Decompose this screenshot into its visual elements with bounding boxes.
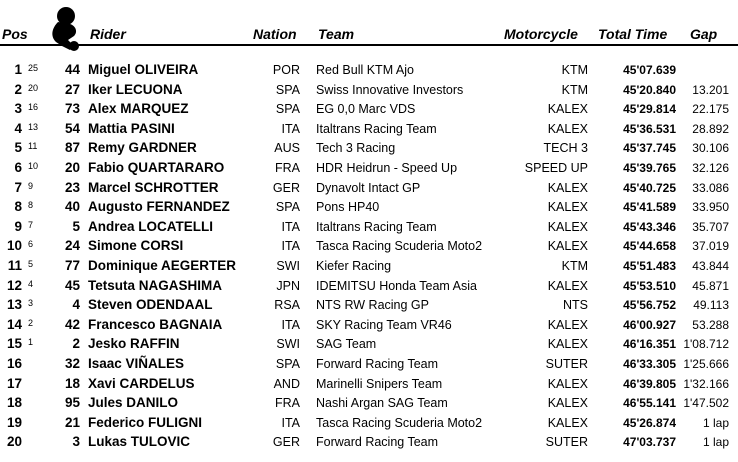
points-cell: 13 — [28, 121, 39, 132]
motorcycle-cell: SPEED UP — [524, 160, 588, 175]
rider-number-cell: 20 — [64, 159, 80, 175]
table-row — [0, 158, 738, 178]
position-cell: 15 — [6, 336, 22, 352]
team-cell: EG 0,0 Marc VDS — [316, 102, 416, 117]
total-time-cell: 46'39.805 — [623, 376, 676, 391]
nation-cell: SPA — [275, 82, 300, 97]
table-row — [0, 276, 738, 296]
motorcycle-cell: KTM — [561, 82, 588, 97]
points-cell: 11 — [28, 141, 38, 152]
motorcycle-cell: KALEX — [547, 239, 588, 254]
nation-cell: SWI — [276, 337, 300, 352]
gap-cell: 37.019 — [692, 239, 729, 254]
rider-name-cell: Miguel OLIVEIRA — [88, 62, 199, 77]
table-row — [0, 178, 738, 198]
gap-cell: 1'47.502 — [683, 396, 729, 411]
team-cell: Forward Racing Team — [316, 356, 439, 371]
nation-cell: JPN — [276, 278, 300, 293]
position-cell: 7 — [14, 179, 22, 195]
table-row — [0, 354, 738, 374]
nation-cell: AUS — [274, 141, 300, 156]
points-cell: 1 — [28, 337, 34, 348]
gap-cell: 1 lap — [702, 415, 729, 430]
points-cell: 9 — [28, 180, 34, 191]
header-nation: Nation — [253, 26, 297, 42]
table-row — [0, 138, 738, 158]
total-time-cell: 45'07.639 — [623, 63, 676, 77]
motorcycle-cell: SUTER — [545, 435, 588, 450]
header-rider: Rider — [90, 26, 126, 42]
rider-number-cell: 2 — [72, 336, 80, 352]
table-row — [0, 315, 738, 335]
points-cell: 2 — [28, 317, 34, 328]
rider-number-cell: 32 — [64, 355, 80, 371]
total-time-cell: 45'43.346 — [623, 219, 676, 234]
motorcycle-cell: KALEX — [547, 200, 588, 215]
position-cell: 10 — [6, 238, 22, 254]
gap-cell: 45.871 — [692, 278, 729, 293]
table-row — [0, 119, 738, 139]
nation-cell: GER — [272, 180, 300, 195]
nation-cell: RSA — [274, 298, 300, 313]
nation-cell: ITA — [281, 415, 300, 430]
rider-name-cell: Alex MARQUEZ — [88, 101, 189, 117]
gap-cell: 13.201 — [692, 82, 729, 97]
rider-number-cell: 23 — [64, 179, 80, 195]
points-cell: 16 — [28, 102, 39, 113]
nation-cell: ITA — [281, 317, 300, 332]
table-row — [0, 99, 738, 119]
total-time-cell: 45'26.874 — [623, 415, 676, 430]
motorcycle-cell: KALEX — [547, 102, 588, 117]
team-cell: SAG Team — [316, 337, 377, 352]
motorcycle-cell: NTS — [563, 298, 588, 313]
results-header — [0, 0, 738, 44]
header-divider — [0, 44, 738, 46]
motorcycle-cell: KTM — [561, 63, 588, 77]
rider-name-cell: Jesko RAFFIN — [88, 336, 180, 352]
nation-cell: FRA — [275, 160, 300, 175]
table-row — [0, 334, 738, 354]
points-cell: 6 — [28, 239, 34, 250]
total-time-cell: 46'00.927 — [623, 317, 676, 332]
points-cell: 20 — [28, 82, 39, 93]
points-cell: 7 — [28, 219, 34, 230]
team-cell: Italtrans Racing Team — [316, 121, 437, 136]
gap-cell: 1'32.166 — [683, 376, 729, 391]
total-time-cell: 45'20.840 — [623, 82, 676, 97]
rider-number-cell: 42 — [64, 316, 80, 332]
rider-name-cell: Remy GARDNER — [88, 140, 197, 156]
table-row — [0, 197, 738, 217]
results-table — [0, 60, 738, 452]
gap-cell: 1 lap — [702, 435, 729, 450]
points-cell: 10 — [28, 160, 39, 171]
gap-cell: 1'08.712 — [683, 337, 729, 352]
rider-number-cell: 18 — [64, 375, 80, 391]
rider-silhouette-icon — [44, 6, 88, 54]
nation-cell: SPA — [275, 200, 300, 215]
points-cell: 8 — [28, 200, 34, 211]
position-cell: 13 — [6, 297, 22, 313]
gap-cell: 53.288 — [692, 317, 729, 332]
gap-cell: 33.086 — [692, 180, 729, 195]
total-time-cell: 46'16.351 — [623, 337, 676, 352]
gap-cell: 49.113 — [693, 298, 729, 313]
table-row — [0, 295, 738, 315]
rider-number-cell: 54 — [64, 120, 80, 136]
position-cell: 2 — [14, 81, 22, 97]
team-cell: Tasca Racing Scuderia Moto2 — [316, 415, 483, 430]
total-time-cell: 45'40.725 — [623, 180, 676, 195]
nation-cell: AND — [273, 376, 300, 391]
position-cell: 1 — [14, 62, 22, 77]
motorcycle-cell: KALEX — [547, 396, 588, 411]
rider-name-cell: Marcel SCHROTTER — [88, 179, 219, 195]
position-cell: 9 — [14, 218, 22, 234]
motorcycle-cell: KTM — [561, 258, 588, 273]
team-cell: Tasca Racing Scuderia Moto2 — [316, 239, 483, 254]
position-cell: 20 — [6, 434, 22, 450]
table-row — [0, 236, 738, 256]
gap-cell: 32.126 — [692, 160, 729, 175]
position-cell: 3 — [14, 101, 22, 117]
header-motorcycle: Motorcycle — [504, 26, 578, 42]
header-total-time: Total Time — [598, 26, 668, 42]
rider-name-cell: Dominique AEGERTER — [88, 257, 237, 273]
rider-number-cell: 77 — [64, 257, 80, 273]
team-cell: Pons HP40 — [316, 200, 380, 215]
team-cell: Red Bull KTM Ajo — [316, 63, 414, 77]
header-team: Team — [318, 26, 355, 42]
points-cell: 4 — [28, 278, 34, 289]
motorcycle-cell: KALEX — [547, 219, 588, 234]
rider-name-cell: Augusto FERNANDEZ — [88, 199, 230, 215]
table-row — [0, 60, 738, 80]
nation-cell: ITA — [281, 219, 300, 234]
team-cell: Marinelli Snipers Team — [316, 376, 443, 391]
position-cell: 19 — [6, 414, 22, 430]
rider-name-cell: Fabio QUARTARARO — [88, 159, 225, 175]
nation-cell: ITA — [281, 239, 300, 254]
position-cell: 12 — [6, 277, 22, 293]
team-cell: IDEMITSU Honda Team Asia — [316, 278, 477, 293]
total-time-cell: 46'55.141 — [623, 396, 676, 411]
total-time-cell: 45'53.510 — [623, 278, 676, 293]
position-cell: 17 — [6, 375, 22, 391]
points-cell: 5 — [28, 258, 34, 269]
gap-cell: 1'25.666 — [683, 356, 729, 371]
position-cell: 14 — [6, 316, 22, 332]
gap-cell: 22.175 — [692, 102, 729, 117]
rider-name-cell: Francesco BAGNAIA — [88, 316, 223, 332]
rider-name-cell: Andrea LOCATELLI — [88, 218, 214, 234]
motorcycle-cell: KALEX — [547, 337, 588, 352]
rider-number-cell: 40 — [64, 199, 80, 215]
table-row — [0, 374, 738, 394]
team-cell: HDR Heidrun - Speed Up — [316, 160, 458, 175]
rider-number-cell: 4 — [72, 297, 80, 313]
header-gap: Gap — [690, 26, 718, 42]
total-time-cell: 45'56.752 — [623, 298, 676, 313]
rider-number-cell: 73 — [64, 101, 80, 117]
total-time-cell: 45'37.745 — [623, 141, 676, 156]
rider-name-cell: Jules DANILO — [88, 395, 179, 411]
rider-name-cell: Mattia PASINI — [88, 120, 175, 136]
team-cell: SKY Racing Team VR46 — [316, 317, 452, 332]
team-cell: Italtrans Racing Team — [316, 219, 437, 234]
motorcycle-cell: SUTER — [545, 356, 588, 371]
rider-number-cell: 27 — [64, 81, 80, 97]
points-cell: 25 — [28, 63, 39, 73]
gap-cell: 33.950 — [692, 200, 729, 215]
gap-cell: 30.106 — [692, 141, 729, 156]
position-cell: 5 — [14, 140, 22, 156]
total-time-cell: 45'41.589 — [623, 200, 676, 215]
position-cell: 4 — [14, 120, 22, 136]
rider-number-cell: 44 — [64, 62, 80, 77]
table-row — [0, 393, 738, 413]
team-cell: Swiss Innovative Investors — [316, 82, 464, 97]
gap-cell: 28.892 — [692, 121, 729, 136]
header-pos: Pos — [2, 26, 28, 42]
gap-cell: 35.707 — [692, 219, 729, 234]
gap-cell: 43.844 — [692, 258, 729, 273]
position-cell: 8 — [14, 199, 22, 215]
motorcycle-cell: KALEX — [547, 317, 588, 332]
total-time-cell: 45'44.658 — [623, 239, 676, 254]
table-row — [0, 217, 738, 237]
nation-cell: SPA — [275, 356, 300, 371]
position-cell: 16 — [6, 355, 22, 371]
nation-cell: FRA — [275, 396, 300, 411]
position-cell: 18 — [6, 395, 22, 411]
total-time-cell: 45'51.483 — [623, 258, 676, 273]
nation-cell: SWI — [276, 258, 300, 273]
table-row — [0, 432, 738, 452]
team-cell: Tech 3 Racing — [316, 141, 396, 156]
team-cell: Nashi Argan SAG Team — [316, 396, 448, 411]
team-cell: NTS RW Racing GP — [316, 298, 429, 313]
rider-number-cell: 95 — [64, 395, 80, 411]
team-cell: Kiefer Racing — [316, 258, 392, 273]
rider-number-cell: 87 — [64, 140, 80, 156]
rider-name-cell: Isaac VIÑALES — [88, 355, 185, 371]
rider-name-cell: Lukas TULOVIC — [88, 434, 191, 450]
position-cell: 11 — [7, 257, 22, 273]
rider-number-cell: 21 — [64, 414, 80, 430]
rider-name-cell: Steven ODENDAAL — [88, 297, 213, 313]
position-cell: 6 — [14, 159, 22, 175]
rider-name-cell: Simone CORSI — [88, 238, 184, 254]
points-cell: 3 — [28, 298, 34, 309]
rider-number-cell: 45 — [64, 277, 80, 293]
nation-cell: ITA — [281, 121, 300, 136]
nation-cell: POR — [272, 63, 300, 77]
rider-name-cell: Iker LECUONA — [88, 81, 183, 97]
team-cell: Forward Racing Team — [316, 435, 439, 450]
total-time-cell: 46'33.305 — [623, 356, 676, 371]
rider-number-cell: 5 — [72, 218, 80, 234]
nation-cell: SPA — [275, 102, 300, 117]
motorcycle-cell: KALEX — [547, 278, 588, 293]
motorcycle-cell: KALEX — [547, 180, 588, 195]
motorcycle-cell: KALEX — [547, 376, 588, 391]
motorcycle-cell: KALEX — [547, 415, 588, 430]
total-time-cell: 47'03.737 — [623, 435, 676, 450]
motorcycle-cell: KALEX — [547, 121, 588, 136]
nation-cell: GER — [272, 435, 300, 450]
rider-number-cell: 3 — [72, 434, 80, 450]
total-time-cell: 45'29.814 — [623, 102, 676, 117]
rider-name-cell: Xavi CARDELUS — [88, 375, 195, 391]
table-row — [0, 80, 738, 100]
total-time-cell: 45'36.531 — [623, 121, 676, 136]
table-row — [0, 413, 738, 433]
team-cell: Dynavolt Intact GP — [316, 180, 421, 195]
rider-number-cell: 24 — [64, 238, 80, 254]
rider-name-cell: Federico FULIGNI — [88, 414, 203, 430]
total-time-cell: 45'39.765 — [623, 160, 676, 175]
motorcycle-cell: TECH 3 — [543, 141, 588, 156]
table-row — [0, 256, 738, 276]
rider-name-cell: Tetsuta NAGASHIMA — [88, 277, 223, 293]
